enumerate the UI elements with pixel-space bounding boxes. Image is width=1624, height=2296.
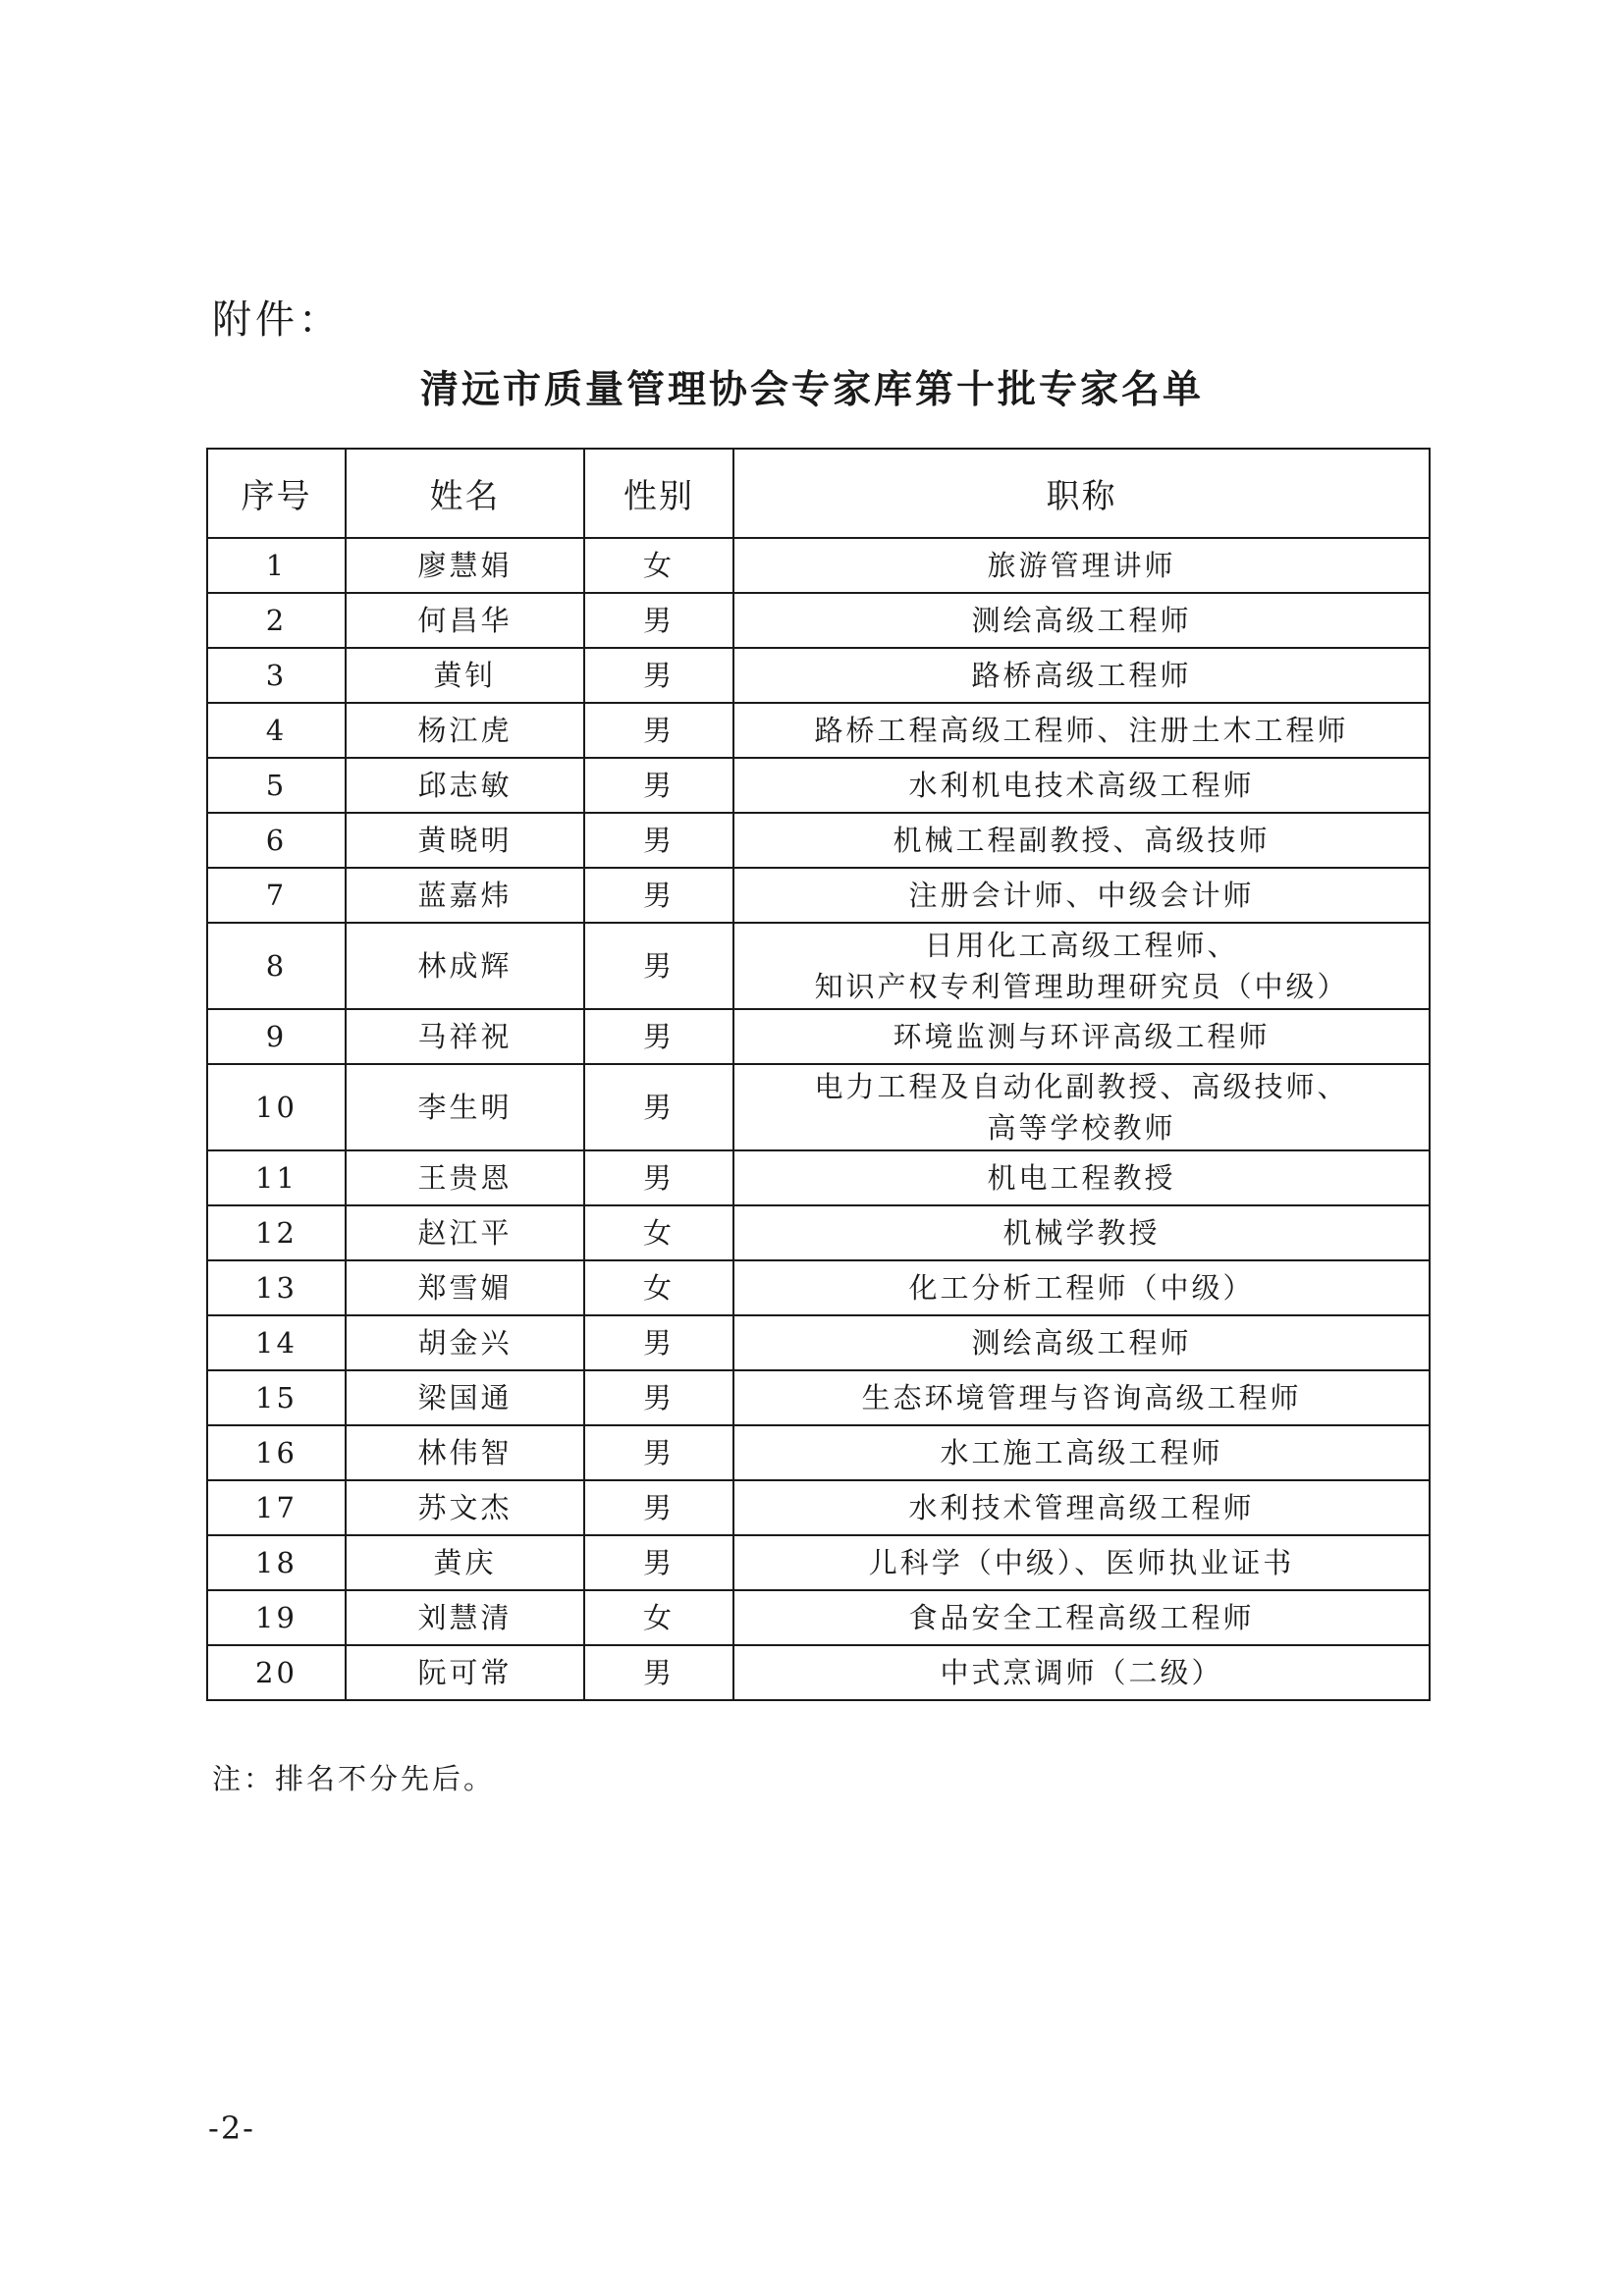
professional-title-cell (733, 868, 1430, 923)
professional-title-cell (733, 648, 1430, 703)
expert-name-cell: 林成辉 (346, 923, 584, 1009)
gender-cell: 男 (584, 1480, 733, 1535)
gender-cell: 男 (584, 1009, 733, 1064)
row-index-cell: 3 (207, 648, 346, 703)
gender-cell: 女 (584, 538, 733, 593)
table-row (207, 1205, 1430, 1260)
row-index-cell: 8 (207, 923, 346, 1009)
table-row (207, 538, 1430, 593)
table-row (207, 1315, 1430, 1370)
professional-title-cell (733, 538, 1430, 593)
expert-list-table (206, 448, 1431, 1701)
expert-name-cell: 李生明 (346, 1064, 584, 1150)
row-index-cell: 14 (207, 1315, 346, 1370)
professional-title-line: 机械工程副教授、高级技师 (893, 824, 1271, 857)
row-index-cell: 12 (207, 1205, 346, 1260)
expert-name-cell: 王贵恩 (346, 1150, 584, 1205)
row-index-cell: 2 (207, 593, 346, 648)
professional-title-cell (733, 923, 1430, 1009)
professional-title-cell (733, 1590, 1430, 1645)
table-body (207, 538, 1430, 1700)
gender-cell: 男 (584, 1425, 733, 1480)
professional-title-cell (733, 593, 1430, 648)
table-row (207, 648, 1430, 703)
expert-name-cell: 杨江虎 (346, 703, 584, 758)
gender-cell: 女 (584, 1205, 733, 1260)
gender-cell: 男 (584, 868, 733, 923)
page-number: -2- (208, 2109, 255, 2147)
professional-title-cell (733, 1645, 1430, 1700)
table-row (207, 1645, 1430, 1700)
professional-title-line: 路桥高级工程师 (971, 659, 1192, 692)
professional-title-line: 高等学校教师 (987, 1111, 1176, 1145)
expert-name-cell: 廖慧娟 (346, 538, 584, 593)
column-header-title: 职称 (733, 449, 1430, 538)
expert-name-cell: 黄钊 (346, 648, 584, 703)
table-row (207, 703, 1430, 758)
professional-title-cell (733, 1370, 1430, 1425)
professional-title-line: 环境监测与环评高级工程师 (893, 1020, 1271, 1053)
gender-cell: 男 (584, 1150, 733, 1205)
column-header-gender: 性别 (584, 449, 733, 538)
professional-title-line: 路桥工程高级工程师、注册土木工程师 (814, 714, 1349, 747)
gender-cell: 男 (584, 648, 733, 703)
professional-title-cell (733, 1535, 1430, 1590)
professional-title-line: 测绘高级工程师 (971, 1326, 1192, 1360)
gender-cell: 男 (584, 923, 733, 1009)
professional-title-line: 食品安全工程高级工程师 (908, 1601, 1255, 1634)
row-index-cell: 19 (207, 1590, 346, 1645)
expert-name-cell: 蓝嘉炜 (346, 868, 584, 923)
professional-title-cell (733, 813, 1430, 868)
table-row (207, 1370, 1430, 1425)
professional-title-cell (733, 1315, 1430, 1370)
professional-title-cell (733, 1205, 1430, 1260)
row-index-cell: 9 (207, 1009, 346, 1064)
gender-cell: 男 (584, 1315, 733, 1370)
row-index-cell: 7 (207, 868, 346, 923)
document-title: 清远市质量管理协会专家库第十批专家名单 (419, 368, 1204, 412)
row-index-cell: 10 (207, 1064, 346, 1150)
gender-cell: 男 (584, 1645, 733, 1700)
professional-title-line: 中式烹调师（二级） (940, 1656, 1223, 1689)
table-row (207, 813, 1430, 868)
professional-title-line: 旅游管理讲师 (987, 549, 1176, 582)
expert-name-cell: 刘慧清 (346, 1590, 584, 1645)
professional-title-line: 测绘高级工程师 (971, 604, 1192, 637)
professional-title-line: 知识产权专利管理助理研究员（中级） (814, 970, 1349, 1003)
professional-title-line: 水利机电技术高级工程师 (908, 769, 1255, 802)
row-index-cell: 15 (207, 1370, 346, 1425)
professional-title-cell (733, 1425, 1430, 1480)
professional-title-line: 化工分析工程师（中级） (908, 1271, 1255, 1305)
professional-title-line: 机械学教授 (1002, 1216, 1161, 1250)
professional-title-line: 生态环境管理与咨询高级工程师 (861, 1381, 1302, 1415)
expert-name-cell: 马祥祝 (346, 1009, 584, 1064)
table-row (207, 1064, 1430, 1150)
table-row (207, 1535, 1430, 1590)
professional-title-cell (733, 1260, 1430, 1315)
professional-title-line: 儿科学（中级）、医师执业证书 (868, 1546, 1295, 1579)
professional-title-cell (733, 1150, 1430, 1205)
expert-name-cell: 梁国通 (346, 1370, 584, 1425)
row-index-cell: 1 (207, 538, 346, 593)
expert-name-cell: 胡金兴 (346, 1315, 584, 1370)
row-index-cell: 16 (207, 1425, 346, 1480)
expert-name-cell: 林伟智 (346, 1425, 584, 1480)
gender-cell: 男 (584, 1064, 733, 1150)
table-row (207, 593, 1430, 648)
gender-cell: 男 (584, 703, 733, 758)
table-row (207, 758, 1430, 813)
professional-title-line: 机电工程教授 (987, 1161, 1176, 1195)
table-row (207, 1150, 1430, 1205)
expert-name-cell: 赵江平 (346, 1205, 584, 1260)
expert-name-cell: 阮可常 (346, 1645, 584, 1700)
gender-cell: 女 (584, 1590, 733, 1645)
attachment-label: 附件： (212, 297, 342, 343)
gender-cell: 男 (584, 1370, 733, 1425)
expert-name-cell: 邱志敏 (346, 758, 584, 813)
footnote: 注：排名不分先后。 (212, 1762, 496, 1795)
expert-name-cell: 何昌华 (346, 593, 584, 648)
row-index-cell: 18 (207, 1535, 346, 1590)
professional-title-line: 水利技术管理高级工程师 (908, 1491, 1255, 1524)
gender-cell: 男 (584, 813, 733, 868)
gender-cell: 女 (584, 1260, 733, 1315)
column-header-name: 姓名 (346, 449, 584, 538)
row-index-cell: 6 (207, 813, 346, 868)
gender-cell: 男 (584, 1535, 733, 1590)
table-row (207, 1425, 1430, 1480)
professional-title-cell (733, 1009, 1430, 1064)
row-index-cell: 13 (207, 1260, 346, 1315)
expert-name-cell: 苏文杰 (346, 1480, 584, 1535)
table-row (207, 923, 1430, 1009)
professional-title-line: 水工施工高级工程师 (940, 1436, 1223, 1469)
table-header-row (207, 449, 1430, 538)
table-row (207, 868, 1430, 923)
table-row (207, 1260, 1430, 1315)
table-row (207, 1480, 1430, 1535)
gender-cell: 男 (584, 758, 733, 813)
row-index-cell: 5 (207, 758, 346, 813)
professional-title-line: 注册会计师、中级会计师 (908, 879, 1255, 912)
table-row (207, 1009, 1430, 1064)
professional-title-cell (733, 758, 1430, 813)
expert-name-cell: 黄庆 (346, 1535, 584, 1590)
column-header-index: 序号 (207, 449, 346, 538)
expert-name-cell: 黄晓明 (346, 813, 584, 868)
row-index-cell: 17 (207, 1480, 346, 1535)
gender-cell: 男 (584, 593, 733, 648)
professional-title-cell (733, 1480, 1430, 1535)
professional-title-cell (733, 703, 1430, 758)
professional-title-cell (733, 1064, 1430, 1150)
table-row (207, 1590, 1430, 1645)
row-index-cell: 20 (207, 1645, 346, 1700)
professional-title-line: 日用化工高级工程师、 (924, 929, 1239, 962)
expert-name-cell: 郑雪媚 (346, 1260, 584, 1315)
professional-title-line: 电力工程及自动化副教授、高级技师、 (814, 1070, 1349, 1103)
row-index-cell: 11 (207, 1150, 346, 1205)
row-index-cell: 4 (207, 703, 346, 758)
